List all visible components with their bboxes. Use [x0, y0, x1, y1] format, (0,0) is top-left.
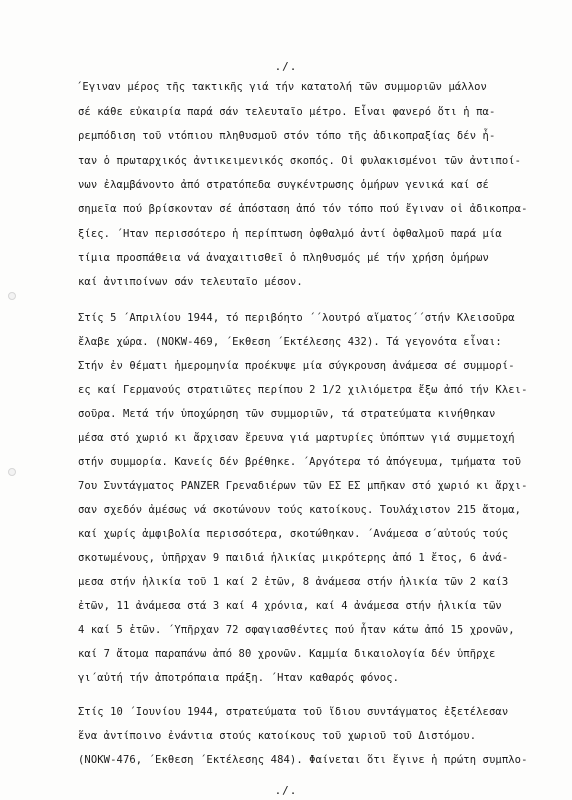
text-line: Στίς 10 ΄Ιουνίου 1944, στρατεύματα τοῦ ἴδιου συντάγματος ἐξετέλεσαν — [78, 706, 509, 718]
text-line: σκοτωμένους, ὑπῆρχαν 9 παιδιά ἡλικίας μικρότερης ἀπό 1 ἔτος, 6 ἀνά- — [78, 552, 509, 564]
text-line: ἕνα ἀντίποινο ἐνάντια στούς κατοίκους τοῦ χωριοῦ τοῦ Διστόμου. — [78, 730, 477, 742]
text-line: 7ου Συντάγματος PANZER Γρεναδιέρων τῶν ΕΣ ΕΣ μπῆκαν στό χωριό κι ἄρχι- — [78, 480, 528, 492]
text-line: μεσα στήν ἡλικία τοῦ 1 καί 2 ἐτῶν, 8 ἀνάμεσα στήν ἡλικία τῶν 2 καί3 — [78, 576, 509, 588]
text-line: καί ἀντιποίνων σάν τελευταῖο μέσον. — [78, 276, 303, 288]
text-line: καί χωρίς ἀμφιβολία περισσότερα, σκοτώθηκαν. ΄Ανάμεσα σ΄αὐτούς τούς — [78, 528, 509, 540]
text-line: ΄Εγιναν μέρος τῆς τακτικῆς γιά τήν κατατολή τῶν συμμοριῶν μάλλον — [76, 81, 487, 93]
text-line: (NOKW-476, ΄Εκθεση ΄Εκτέλεσης 484). Φαίνεται ὅτι ἔγινε ἡ πρώτη συμπλο- — [78, 754, 528, 766]
text-line: ἔλαβε χώρα. (NOKW-469, ΄Εκθεση ΄Εκτέλεσης 432). Τά γεγονότα εἶναι: — [78, 336, 502, 348]
text-line: 4 καί 5 ἐτῶν. ΄Υπῆρχαν 72 σφαγιασθέντες πού ἦταν κάτω ἀπό 15 χρονῶν, — [78, 624, 515, 636]
text-line: ρεμπόδιση τοῦ ντόπιου πληθυσμοῦ στόν τόπο τῆς ἀδικοπραξίας δέν ἦ- — [78, 130, 496, 142]
text-line: καί 7 ἄτομα παραπάνω ἀπό 80 χρονῶν. Καμμία δικαιολογία δέν ὑπῆρχε — [78, 648, 496, 660]
text-line: στήν συμμορία. Κανείς δέν βρέθηκε. ΄Αργότερα τό ἀπόγευμα, τμήματα τοῦ — [78, 456, 522, 468]
text-line: νων ἐλαμβάνοντο ἀπό στρατόπεδα συγκέντρωσης ὁμήρων γενικά καί σέ — [78, 179, 489, 191]
text-line: ταν ὁ πρωταρχικός ἀντικειμενικός σκοπός. Οἱ φυλακισμένοι τῶν ἀντιποί- — [78, 155, 522, 167]
punch-hole — [8, 292, 16, 300]
text-line: Στίς 5 ΄Απριλίου 1944, τό περιβόητο ΄΄λουτρό αἵματος΄΄στήν Κλεισοῦρα — [78, 312, 515, 324]
text-line: ἐτῶν, 11 ἀνάμεσα στά 3 καί 4 χρόνια, καί 4 ἀνάμεσα στήν ἡλικία τῶν — [78, 600, 502, 612]
text-line: σημεῖα πού βρίσκονταν σέ ἀπόσταση ἀπό τόν τόπο πού ἔγιναν οἱ ἀδικοπρα- — [78, 203, 528, 215]
text-line: τίμια προσπάθεια νά ἀναχαιτισθεῖ ὁ πληθυσμός μέ τήν χρήση ὁμήρων — [78, 252, 489, 264]
text-line: σέ κάθε εὐκαιρία παρά σάν τελευταῖο μέτρο. Εἶναι φανερό ὅτι ἡ πα- — [78, 106, 496, 118]
text-line: ξίες. ΄Ηταν περισσότερο ἡ περίπτωση ὀφθαλμό ἀντί ὀφθαλμοῦ παρά μία — [78, 228, 502, 240]
text-line: γι΄αὐτή τήν ἀποτρόπαια πράξη. ΄Ηταν καθαρός φόνος. — [78, 672, 400, 684]
text-line: Στήν ἐν θέματι ἡμερομηνία προέκυψε μία σύγκρουση ἀνάμεσα σέ συμμορί- — [78, 360, 515, 372]
text-line: σοῦρα. Μετά τήν ὑποχώρηση τῶν συμμοριῶν, τά στρατεύματα κινήθηκαν — [78, 408, 496, 420]
page-continuation-marker-bottom: ./. — [274, 784, 298, 797]
page-continuation-marker-top: ./. — [274, 60, 298, 73]
text-line: μέσα στό χωριό κι ἄρχισαν ἔρευνα γιά μαρτυρίες ὑπόπτων γιά συμμετοχή — [78, 432, 515, 444]
text-line: ες καί Γερμανούς στρατιῶτες περίπου 2 1/2 χιλιόμετρα ἔξω ἀπό τήν Κλει- — [78, 384, 528, 396]
punch-hole — [8, 468, 16, 476]
text-line: σαν σχεδόν ἀμέσως νά σκοτώνουν τούς κατοίκους. Τουλάχιστον 215 ἄτομα, — [78, 504, 522, 516]
